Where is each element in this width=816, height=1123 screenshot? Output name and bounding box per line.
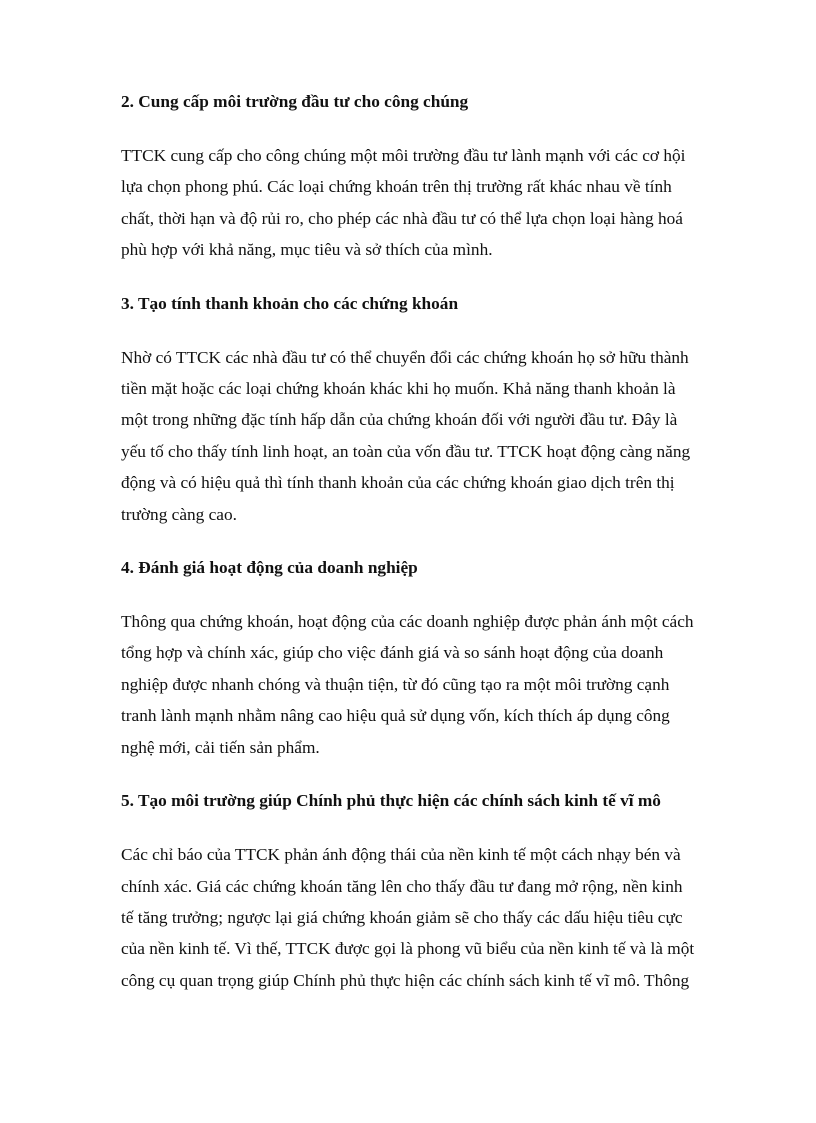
section-heading: 3. Tạo tính thanh khoản cho các chứng khoán	[121, 293, 459, 313]
document-page	[121, 90, 706, 1022]
section-paragraph	[121, 140, 706, 266]
paragraph-line: TTCK cung cấp cho công chúng một môi trường đầu tư lành mạnh với các cơ hội	[121, 146, 686, 165]
paragraph-line: nghệ mới, cải tiến sản phẩm.	[121, 737, 320, 757]
paragraph-line: lựa chọn phong phú. Các loại chứng khoán trên thị trường rất khác nhau về tính	[121, 177, 672, 197]
paragraph-line: Nhờ có TTCK các nhà đầu tư có thể chuyển đổi các chứng khoán họ sở hữu thành	[121, 347, 689, 367]
paragraph-line: tế tăng trưởng; ngược lại giá chứng khoán giảm sẽ cho thấy các dấu hiệu tiêu cực	[121, 907, 683, 927]
paragraph-line: một trong những đặc tính hấp dẫn của chứng khoán đối với người đầu tư. Đây là	[121, 410, 678, 430]
paragraph-line: yếu tố cho thấy tính linh hoạt, an toàn của vốn đầu tư. TTCK hoạt động càng năng	[121, 441, 691, 461]
paragraph-line: tiền mặt hoặc các loại chứng khoán khác khi họ muốn. Khả năng thanh khoản là	[121, 379, 676, 399]
section-paragraph	[121, 606, 706, 763]
paragraph-line: trường càng cao.	[121, 504, 237, 524]
paragraph-line: tranh lành mạnh nhằm nâng cao hiệu quả sử dụng vốn, kích thích áp dụng công	[121, 706, 670, 726]
section-heading: 2. Cung cấp môi trường đầu tư cho công chúng	[121, 92, 469, 111]
section-3	[121, 292, 706, 530]
paragraph-line: của nền kinh tế. Vì thế, TTCK được gọi là phong vũ biểu của nền kinh tế và là một	[121, 939, 695, 959]
paragraph-line: Các chỉ báo của TTCK phản ánh động thái của nền kinh tế một cách nhạy bén và	[121, 845, 681, 865]
paragraph-line: nghiệp được nhanh chóng và thuận tiện, từ đó cũng tạo ra một môi trường cạnh	[121, 674, 670, 694]
paragraph-line: Thông qua chứng khoán, hoạt động của các doanh nghiệp được phản ánh một cách	[121, 612, 694, 632]
paragraph-line: phù hợp với khả năng, mục tiêu và sở thích của mình.	[121, 240, 493, 260]
paragraph-line: động và có hiệu quả thì tính thanh khoản của các chứng khoán giao dịch trên thị	[121, 473, 675, 493]
section-5	[121, 789, 706, 996]
paragraph-line: công cụ quan trọng giúp Chính phủ thực hiện các chính sách kinh tế vĩ mô. Thông	[121, 970, 690, 990]
paragraph-line: tổng hợp và chính xác, giúp cho việc đánh giá và so sánh hoạt động của doanh	[121, 643, 664, 663]
paragraph-line: chính xác. Giá các chứng khoán tăng lên cho thấy đầu tư đang mở rộng, nền kinh	[121, 876, 683, 896]
section-2	[121, 90, 706, 266]
section-heading: 4. Đánh giá hoạt động của doanh nghiệp	[121, 558, 418, 578]
paragraph-line: chất, thời hạn và độ rủi ro, cho phép các nhà đầu tư có thể lựa chọn loại hàng hoá	[121, 208, 683, 228]
section-paragraph	[121, 839, 706, 996]
section-heading: 5. Tạo môi trường giúp Chính phủ thực hiện các chính sách kinh tế vĩ mô	[121, 791, 661, 811]
section-paragraph	[121, 342, 706, 530]
section-4	[121, 556, 706, 763]
